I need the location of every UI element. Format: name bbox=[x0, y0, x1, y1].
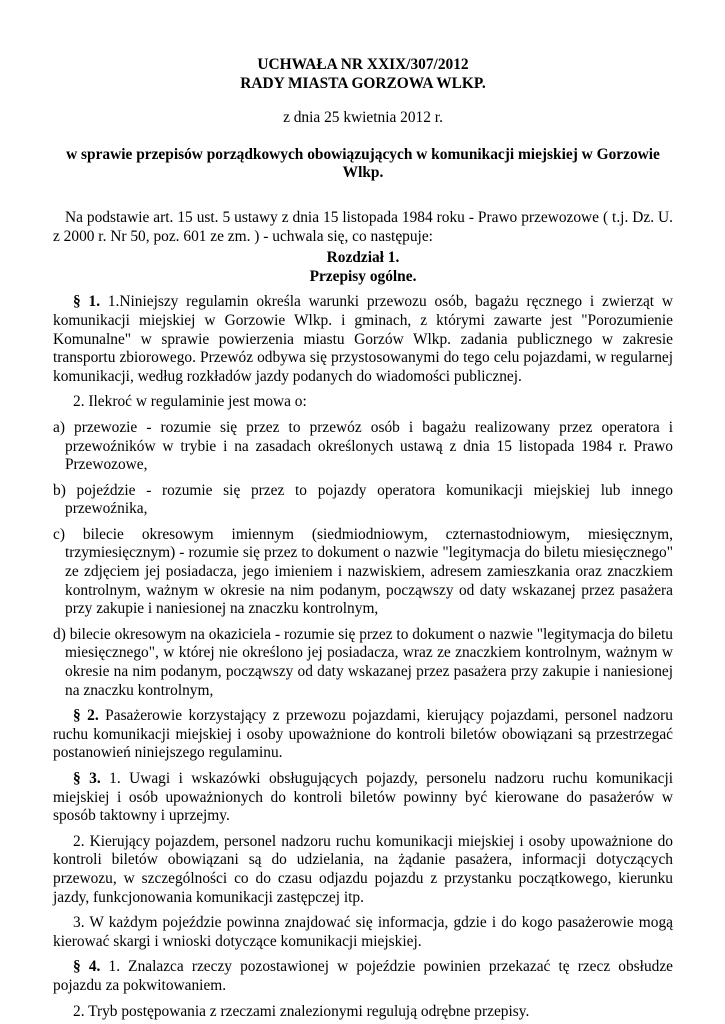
definition-a: a) przewozie - rozumie się przez to przewóz osób i bagażu realizowany przez operatora i przewoźników w trybie i na zasadach określonych ustawą z dnia 15 listopada 1984 r. Prawo Przewozowe, bbox=[53, 418, 673, 474]
section-1-text: 1.Niniejszy regulamin określa warunki przewozu osób, bagażu ręcznego i zwierząt w komunikacji miejskiej w Gorzowie Wlkp. i gminach, z którymi zawarte jest "Porozumienie Komunalne" w sprawie powierzenia miastu Gorzów Wlkp. zadania publicznego w zakresie transportu zbiorowego. Przewóz odbywa się przystosowanymi do tego celu pojazdami, w regularnej komunikacji, według rozkładów jazdy podanych do wiadomości publicznej. bbox=[53, 293, 673, 385]
document-page bbox=[53, 56, 673, 1021]
section-4-text: 1. Znalazca rzeczy pozostawionej w pojeździe powinien przekazać tę rzecz obsłudze pojazdu za pokwitowaniem. bbox=[53, 958, 673, 994]
definition-d: d) bilecie okresowym na okaziciela - rozumie się przez to dokument o nazwie "legitymacja do biletu miesięcznego", w której nie określono jej posiadacza, wraz ze znaczkiem kontrolnym, ważnym w okresie na nim podanym, począwszy od daty wskazanej przez pasażera przy zakupie i naniesionej na znaczku kontrolnym, bbox=[53, 625, 673, 699]
section-3-paragraph-1 bbox=[53, 770, 673, 826]
legal-basis-paragraph: Na podstawie art. 15 ust. 5 ustawy z dnia 15 listopada 1984 roku - Prawo przewozowe ( t.j. Dz. U. z 2000 r. Nr 50, poz. 601 ze zm. ) - uchwala się, co następuje: bbox=[53, 208, 673, 245]
section-3-mark: § 3. bbox=[73, 770, 101, 787]
chapter-title: Rozdział 1. bbox=[326, 249, 400, 267]
section-3-paragraph-2: 2. Kierujący pojazdem, personel nadzoru ruchu komunikacji miejskiej i osoby upoważnione do kontroli biletów obowiązani są do udzielania, na żądanie pasażera, informacji dotyczących przewozu, w szczególności co do czasu odjazdu pojazdu z przystanku początkowego, kierunku jazdy, funkcjonowania komunikacji zastępczej itp. bbox=[53, 832, 673, 906]
section-1-paragraph-1 bbox=[53, 293, 673, 386]
section-3-text: 1. Uwagi i wskazówki obsługujących pojazdy, personelu nadzoru ruchu komunikacji miejskiej i osób upoważnionych do kontroli biletów powinny być kierowane do pasażerów w sposób taktowny i uprzejmy. bbox=[53, 770, 673, 825]
section-1-paragraph-2: 2. Ilekroć w regulaminie jest mowa o: bbox=[73, 393, 307, 411]
resolution-subject: w sprawie przepisów porządkowych obowiązujących w komunikacji miejskiej w Gorzowie Wlkp. bbox=[66, 145, 660, 182]
section-4-paragraph-1 bbox=[53, 958, 673, 995]
section-2-mark: § 2. bbox=[73, 707, 99, 725]
section-4-paragraph-2: 2. Tryb postępowania z rzeczami znalezionymi regulują odrębne przepisy. bbox=[73, 1002, 530, 1020]
resolution-date: z dnia 25 kwietnia 2012 r. bbox=[283, 109, 443, 127]
section-2-paragraph bbox=[53, 707, 673, 763]
section-4-mark: § 4. bbox=[73, 958, 101, 976]
section-2-text: Pasażerowie korzystający z przewozu pojazdami, kierujący pojazdami, personel nadzoru ruchu komunikacji miejskiej i osoby upoważnione do kontroli biletów obowiązani są przestrzegać postanowień niniejszego regulaminu. bbox=[53, 707, 674, 762]
resolution-number: UCHWAŁA NR XXIX/307/2012 bbox=[257, 56, 469, 73]
council-name: RADY MIASTA GORZOWA WLKP. bbox=[240, 74, 486, 92]
definition-c: c) bilecie okresowym imiennym (siedmiodniowym, czternastodniowym, miesięcznym, trzymiesięcznym) - rozumie się przez to dokument o nazwie "legitymacja do biletu miesięcznego" ze zdjęciem jej posiadacza, jego imieniem i nazwiskiem, adresem zamieszkania oraz znaczkiem kontrolnym, ważnym w okresie na nim podanym, począwszy od daty wskazanej przez pasażera przy zakupie i naniesionej na znaczku kontrolnym, bbox=[53, 525, 673, 618]
section-3-paragraph-3: 3. W każdym pojeździe powinna znajdować się informacja, gdzie i do kogo pasażerowie mogą kierować skargi i wnioski dotyczące komunikacji miejskiej. bbox=[53, 914, 673, 950]
definition-b: b) pojeździe - rozumie się przez to pojazdy operatora komunikacji miejskiej lub innego przewoźnika, bbox=[53, 481, 673, 518]
section-1-mark: § 1. bbox=[73, 293, 101, 311]
chapter-subtitle: Przepisy ogólne. bbox=[309, 267, 417, 285]
